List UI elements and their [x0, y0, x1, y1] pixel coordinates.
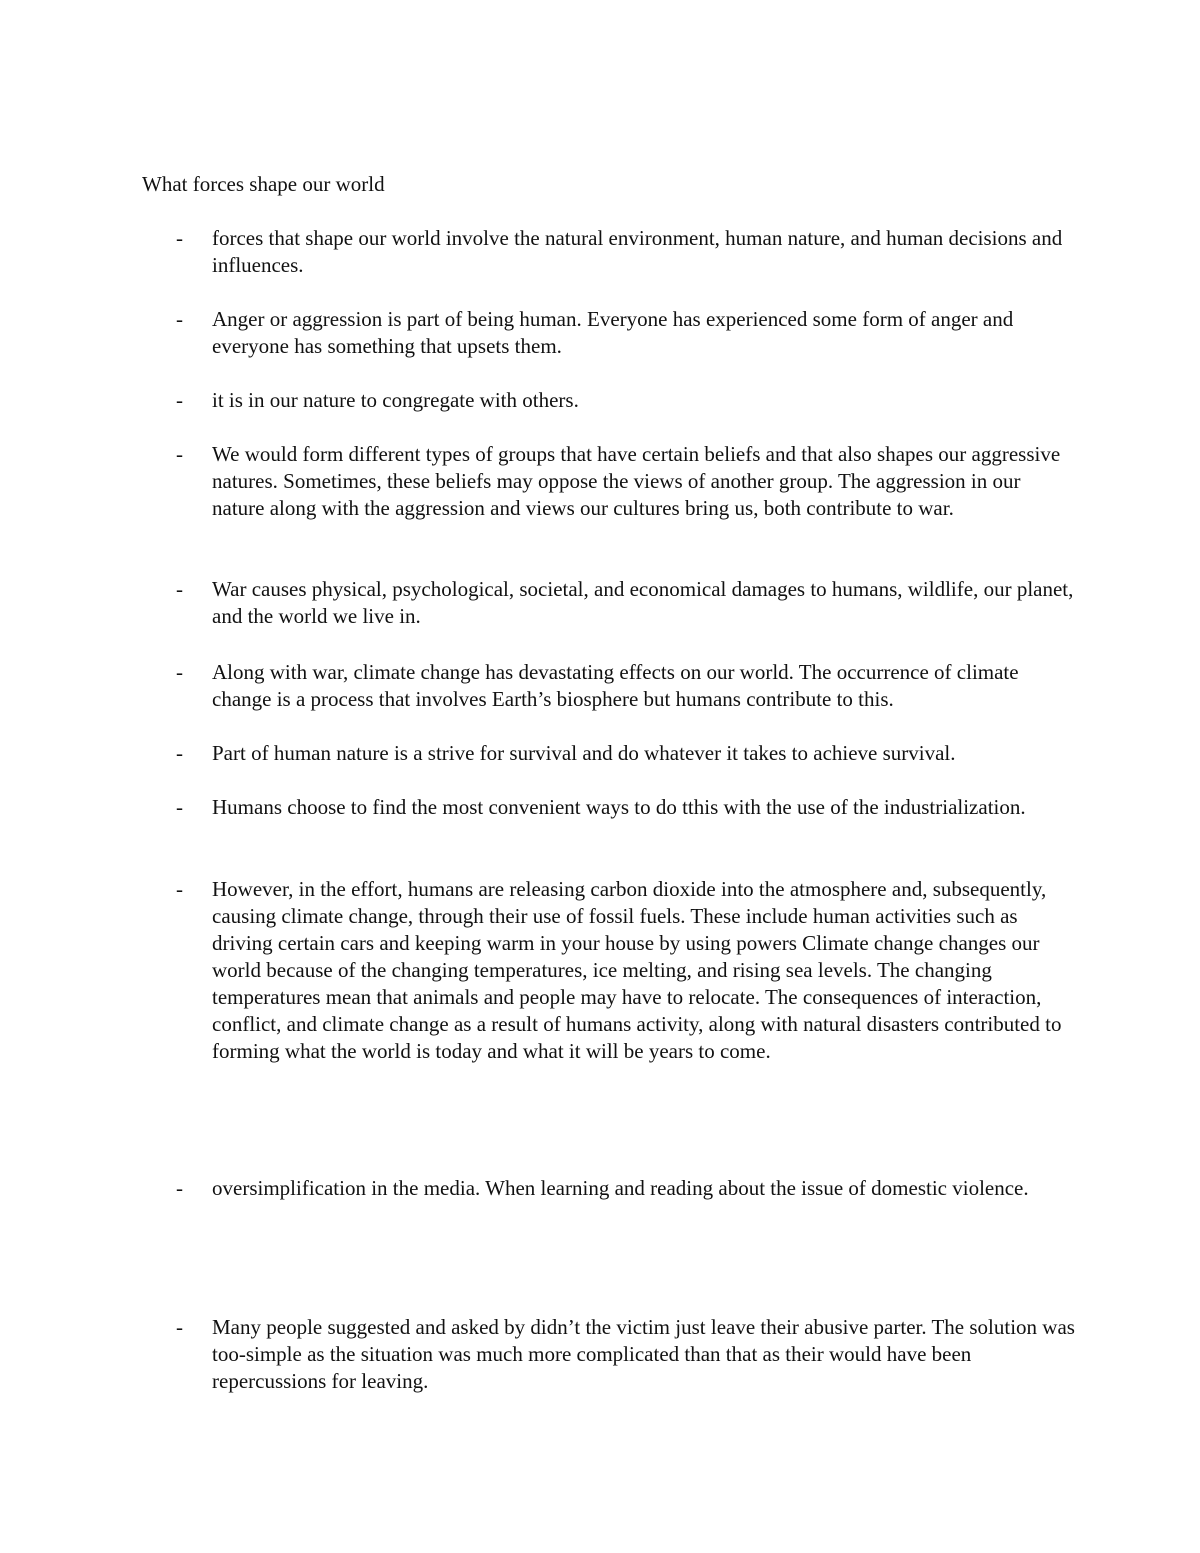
bullet-text: Many people suggested and asked by didn’t the victim just leave their abusive parter. The solution was too-simple as the situation was much more complicated than that as their would have been repercussions for leaving.	[212, 1315, 1075, 1393]
bullet-item	[176, 1314, 1076, 1395]
bullet-text: Humans choose to find the most convenient ways to do tthis with the use of the industrialization.	[212, 795, 1026, 819]
bullet-item	[176, 306, 1076, 360]
bullet-item	[176, 576, 1076, 630]
document-title: What forces shape our world	[142, 172, 385, 196]
bullet-dash: -	[176, 877, 183, 901]
bullet-text: However, in the effort, humans are releasing carbon dioxide into the atmosphere and, subsequently, causing climate change, through their use of fossil fuels. These include human activities such as driving certain cars and keeping warm in your house by using powers Climate change changes our world because of the changing temperatures, ice melting, and rising sea levels. The changing temperatures mean that animals and people may have to relocate. The consequences of interaction, conflict, and climate change as a result of humans activity, along with natural disasters contributed to forming what the world is today and what it will be years to come.	[212, 877, 1062, 1063]
bullet-dash: -	[176, 660, 183, 684]
bullet-dash: -	[176, 388, 183, 412]
bullet-dash: -	[176, 795, 183, 819]
bullet-text: it is in our nature to congregate with others.	[212, 388, 579, 412]
bullet-text: forces that shape our world involve the natural environment, human nature, and human decisions and influences.	[212, 226, 1063, 277]
bullet-dash: -	[176, 226, 183, 250]
bullet-item	[176, 659, 1076, 713]
bullet-text: Part of human nature is a strive for survival and do whatever it takes to achieve survival.	[212, 741, 956, 765]
bullet-item	[176, 740, 1076, 767]
bullet-dash: -	[176, 1315, 183, 1339]
bullet-dash: -	[176, 307, 183, 331]
bullet-dash: -	[176, 442, 183, 466]
bullet-text: Anger or aggression is part of being human. Everyone has experienced some form of anger and everyone has something that upsets them.	[212, 307, 1014, 358]
bullet-dash: -	[176, 1176, 183, 1200]
bullet-item	[176, 876, 1076, 1065]
bullet-item	[176, 1175, 1076, 1202]
bullet-item	[176, 441, 1076, 522]
bullet-text: Along with war, climate change has devastating effects on our world. The occurrence of climate change is a process that involves Earth’s biosphere but humans contribute to this.	[212, 660, 1019, 711]
bullet-item	[176, 387, 1076, 414]
bullet-text: We would form different types of groups that have certain beliefs and that also shapes our aggressive natures. Sometimes, these beliefs may oppose the views of another group. The aggression in our nature along with the aggression and views our cultures bring us, both contribute to war.	[212, 442, 1061, 520]
bullet-text: oversimplification in the media. When learning and reading about the issue of domestic violence.	[212, 1176, 1029, 1200]
bullet-text: War causes physical, psychological, societal, and economical damages to humans, wildlife, our planet, and the world we live in.	[212, 577, 1074, 628]
bullet-item	[176, 225, 1076, 279]
bullet-dash: -	[176, 577, 183, 601]
bullet-item	[176, 794, 1076, 821]
bullet-dash: -	[176, 741, 183, 765]
